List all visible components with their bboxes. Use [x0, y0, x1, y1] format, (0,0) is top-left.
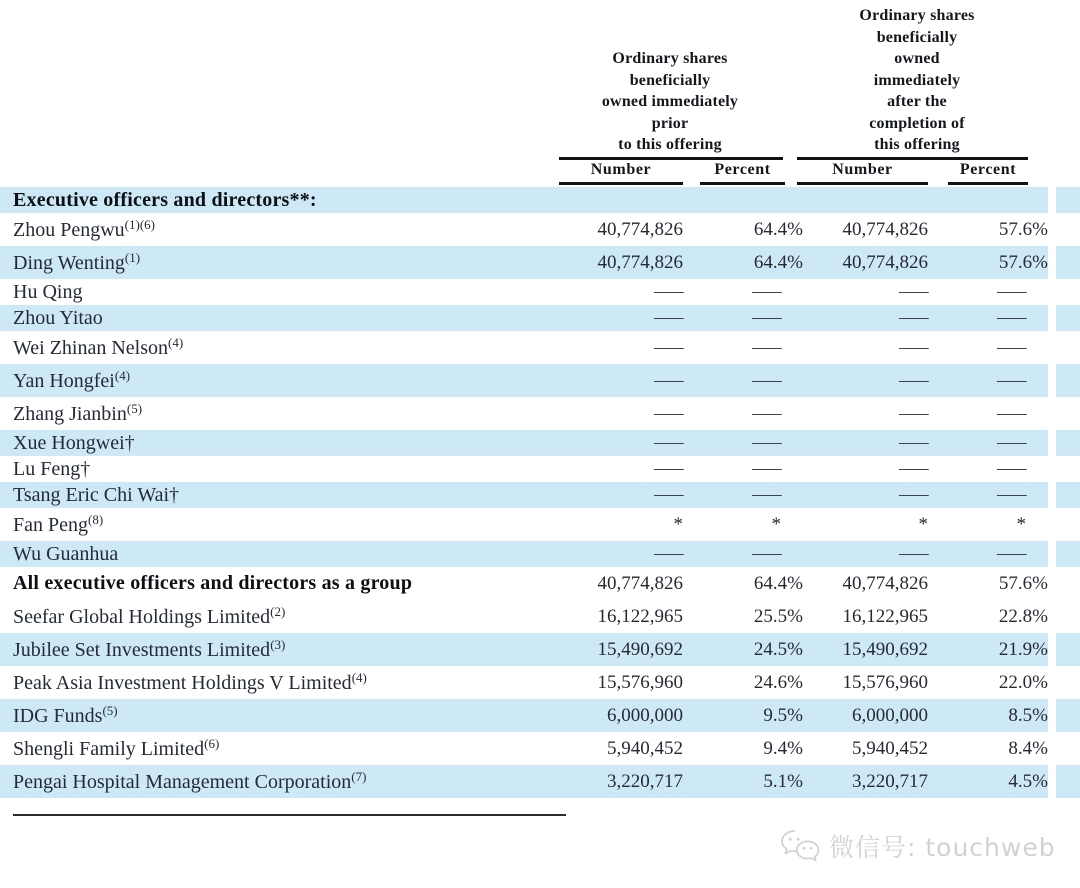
row-value-cell: —	[899, 402, 929, 424]
table-row	[0, 600, 1048, 633]
row-label: Ding Wenting$^{(1)}$	[13, 250, 141, 274]
row-value-cell: 24.6%	[753, 671, 803, 693]
row-label: All executive officers and directors as a group	[13, 572, 413, 594]
group-header-line: prior	[651, 114, 689, 132]
row-value-cell: —	[654, 484, 684, 505]
table-row	[0, 666, 1048, 699]
row-value-cell: 40,774,826	[597, 218, 683, 240]
percent-after-underline	[948, 182, 1028, 185]
percent-prior-underline	[700, 182, 785, 185]
sliver-row	[1056, 430, 1080, 456]
row-value-cell: 40,774,826	[842, 251, 928, 273]
table-row	[0, 732, 1048, 765]
row-value-cell: 15,490,692	[842, 638, 928, 660]
row-value-cell: —	[997, 307, 1027, 328]
column-header-percent-prior: Percent	[714, 161, 771, 178]
sliver-row	[1056, 305, 1080, 331]
row-value-cell: —	[997, 543, 1027, 564]
row-value-cell: —	[997, 336, 1027, 358]
group2-underline	[797, 157, 1028, 160]
row-value-cell: 64.4%	[753, 572, 803, 594]
row-value-cell: *	[771, 513, 781, 535]
footnote-reference: (4)	[114, 368, 131, 383]
row-value-cell: —	[899, 336, 929, 358]
row-value-cell: —	[752, 307, 782, 328]
row-value-cell: 6,000,000	[607, 704, 683, 726]
row-label: Tsang Eric Chi Wai†	[13, 483, 180, 506]
group-header-line: owned	[894, 50, 940, 67]
row-value-cell: —	[899, 432, 929, 453]
row-value-cell: —	[752, 402, 782, 424]
row-value-cell: —	[752, 369, 782, 391]
sliver-row	[1056, 279, 1080, 305]
sliver-row	[1056, 699, 1080, 732]
row-value-cell: —	[997, 432, 1027, 453]
footnote-reference: (3)	[270, 637, 286, 652]
row-label: Pengai Hospital Management Corporation$^{(7)}$	[13, 769, 367, 793]
watermark	[779, 828, 1056, 864]
row-label: Shengli Family Limited$^{(6)}$	[13, 736, 220, 760]
row-label: Wei Zhinan Nelson$^{(4)}$	[13, 335, 184, 359]
table-row	[0, 331, 1048, 364]
row-value-cell: —	[654, 281, 684, 302]
table-row	[0, 187, 1048, 213]
wechat-icon	[779, 828, 823, 864]
row-value-cell: 15,490,692	[597, 638, 683, 660]
table-row	[0, 765, 1048, 798]
row-value-cell: 16,122,965	[842, 605, 928, 627]
row-value-cell: 5,940,452	[852, 737, 928, 759]
row-value-cell: —	[752, 543, 782, 564]
group-header-line: this offering	[874, 136, 960, 153]
footnote-reference: (6)	[204, 736, 220, 751]
row-value-cell: 40,774,826	[597, 572, 683, 594]
row-label: Wu Guanhua	[13, 542, 119, 565]
sliver-row	[1056, 213, 1080, 246]
row-value-cell: 22.0%	[998, 671, 1048, 693]
table-row	[0, 305, 1048, 331]
row-value-cell: 6,000,000	[852, 704, 928, 726]
row-value-cell: —	[997, 458, 1027, 479]
row-value-cell: 9.4%	[763, 737, 803, 759]
group-header-line: beneficially	[629, 71, 711, 89]
sliver-row	[1056, 732, 1080, 765]
sliver-row	[1056, 187, 1080, 213]
footnote-separator-line	[13, 814, 566, 816]
table-row	[0, 699, 1048, 732]
row-value-cell: —	[654, 307, 684, 328]
row-value-cell: 8.4%	[1008, 737, 1048, 759]
row-value-cell: 25.5%	[753, 605, 803, 627]
row-label: Zhang Jianbin$^{(5)}$	[13, 401, 143, 425]
table-row	[0, 246, 1048, 279]
row-value-cell: 40,774,826	[842, 572, 928, 594]
row-value-cell: —	[899, 458, 929, 479]
footnote-reference: (8)	[88, 512, 104, 527]
row-value-cell: *	[918, 513, 928, 535]
table-row	[0, 213, 1048, 246]
group1-underline	[559, 157, 783, 160]
row-value-cell: —	[654, 458, 684, 479]
row-value-cell: 57.6%	[998, 218, 1048, 240]
column-header-percent-after: Percent	[959, 161, 1017, 178]
group-header-line: immediately	[873, 71, 961, 89]
column-header-number-after: Number	[832, 161, 893, 178]
row-value-cell: —	[654, 432, 684, 453]
table-row	[0, 456, 1048, 482]
sliver-row	[1056, 666, 1080, 699]
sliver-row	[1056, 331, 1080, 364]
row-value-cell: 64.4%	[753, 251, 803, 273]
row-value-cell: —	[752, 281, 782, 302]
table-row	[0, 397, 1048, 430]
row-value-cell: 21.9%	[998, 638, 1048, 660]
table-body	[0, 187, 1048, 798]
row-value-cell: 57.6%	[998, 572, 1048, 594]
sliver-row	[1056, 567, 1080, 600]
row-value-cell: 3,220,717	[852, 770, 928, 792]
row-value-cell: 8.5%	[1008, 704, 1048, 726]
sliver-row	[1056, 482, 1080, 508]
row-label: Fan Peng$^{(8)}$	[13, 512, 104, 536]
row-value-cell: *	[673, 513, 683, 535]
row-label: Zhou Yitao	[13, 306, 103, 329]
column-group-header-prior-offering	[545, 48, 795, 156]
footnote-reference: (1)(6)	[124, 217, 155, 232]
footnote-reference: (4)	[351, 670, 367, 685]
row-label: Yan Hongfei$^{(4)}$	[13, 368, 131, 392]
row-label: Lu Feng†	[13, 457, 91, 480]
row-label: Zhou Pengwu$^{(1)(6)}$	[13, 217, 155, 241]
row-label: Executive officers and directors**:	[13, 188, 317, 211]
row-label: Hu Qing	[13, 280, 83, 303]
row-value-cell: 5.1%	[763, 770, 803, 792]
row-value-cell: —	[752, 336, 782, 358]
group-header-line: beneficially	[876, 28, 958, 46]
row-value-cell: —	[899, 484, 929, 505]
row-value-cell: 15,576,960	[842, 671, 928, 693]
row-label: Seefar Global Holdings Limited$^{(2)}$	[13, 604, 286, 628]
row-value-cell: —	[997, 281, 1027, 302]
row-value-cell: —	[899, 307, 929, 328]
sliver-row	[1056, 508, 1080, 541]
table-row	[0, 364, 1048, 397]
table-row	[0, 508, 1048, 541]
table-row	[0, 430, 1048, 456]
sliver-row	[1056, 456, 1080, 482]
table-row	[0, 567, 1048, 600]
row-value-cell: —	[899, 369, 929, 391]
footnote-reference: (5)	[126, 401, 143, 416]
table-row	[0, 633, 1048, 666]
row-value-cell: —	[899, 281, 929, 302]
group-header-line: owned immediately	[601, 93, 739, 110]
row-value-cell: —	[752, 458, 782, 479]
group-header-line: completion of	[869, 114, 965, 132]
sliver-row	[1056, 600, 1080, 633]
row-value-cell: —	[752, 484, 782, 505]
footnote-reference: (7)	[351, 769, 367, 784]
row-value-cell: 15,576,960	[597, 671, 683, 693]
row-value-cell: 4.5%	[1008, 770, 1048, 792]
column-group-header-after-offering	[793, 5, 1041, 156]
row-label: Jubilee Set Investments Limited$^{(3)}$	[13, 637, 286, 661]
watermark-label: 微信号: touchweb	[829, 833, 1056, 862]
row-value-cell: *	[1016, 513, 1026, 535]
sliver-row	[1056, 364, 1080, 397]
sliver-row	[1056, 397, 1080, 430]
number-after-underline	[797, 182, 928, 185]
row-value-cell: 9.5%	[763, 704, 803, 726]
group-header-line: Ordinary shares	[612, 50, 728, 67]
row-value-cell: 22.8%	[998, 605, 1048, 627]
footnote-reference: (5)	[102, 703, 118, 718]
table-right-edge-sliver	[1056, 187, 1080, 798]
row-value-cell: —	[899, 543, 929, 564]
row-value-cell: —	[654, 369, 684, 391]
row-value-cell: —	[654, 543, 684, 564]
row-value-cell: 5,940,452	[607, 737, 683, 759]
row-value-cell: —	[997, 484, 1027, 505]
row-value-cell: —	[997, 369, 1027, 391]
table-row	[0, 279, 1048, 305]
group-header-line: after the	[887, 93, 947, 110]
row-value-cell: —	[654, 336, 684, 358]
row-value-cell: —	[752, 432, 782, 453]
row-value-cell: —	[997, 402, 1027, 424]
row-value-cell: 24.5%	[753, 638, 803, 660]
row-value-cell: 57.6%	[998, 251, 1048, 273]
row-value-cell: 64.4%	[753, 218, 803, 240]
table-row	[0, 541, 1048, 567]
row-value-cell: 40,774,826	[842, 218, 928, 240]
sliver-row	[1056, 765, 1080, 798]
row-label: Peak Asia Investment Holdings V Limited$^{(4)}$	[13, 670, 367, 694]
row-label: IDG Funds$^{(5)}$	[13, 703, 118, 727]
row-value-cell: —	[654, 402, 684, 424]
sliver-row	[1056, 246, 1080, 279]
row-label: Xue Hongwei†	[13, 431, 135, 454]
row-value-cell: 3,220,717	[607, 770, 683, 792]
sliver-row	[1056, 541, 1080, 567]
group-header-line: Ordinary shares	[859, 7, 975, 24]
footnote-reference: (4)	[168, 335, 184, 350]
footnote-reference: (2)	[270, 604, 286, 619]
table-row	[0, 482, 1048, 508]
column-header-number-prior: Number	[590, 161, 652, 178]
sliver-row	[1056, 633, 1080, 666]
footnote-reference: (1)	[124, 250, 141, 265]
row-value-cell: 16,122,965	[597, 605, 683, 627]
group-header-line: to this offering	[618, 136, 722, 153]
row-value-cell: 40,774,826	[597, 251, 683, 273]
number-prior-underline	[559, 182, 683, 185]
